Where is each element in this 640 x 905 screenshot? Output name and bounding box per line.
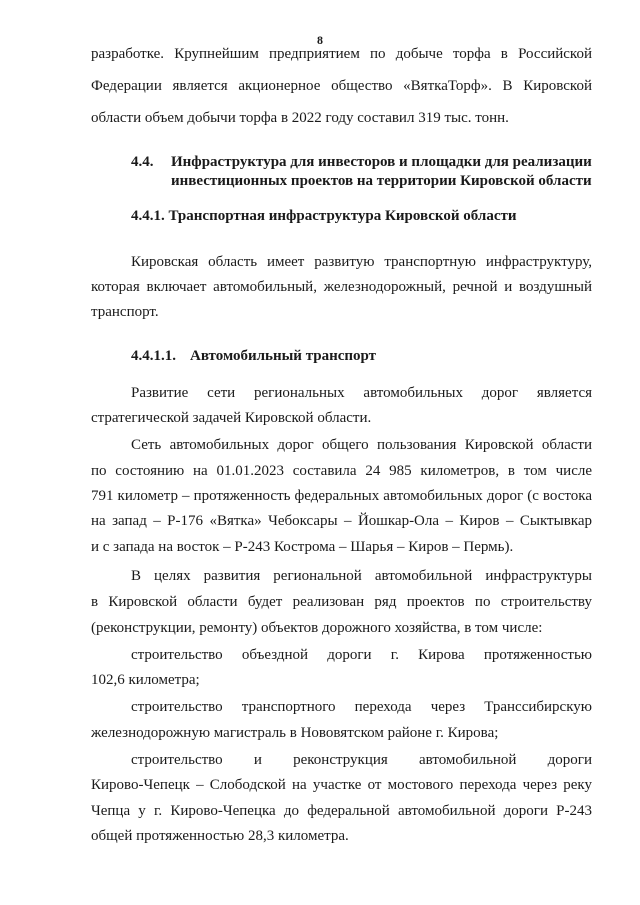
paragraph-line: по состоянию на 01.01.2023 составила 24 985 километров, в том числе	[91, 463, 592, 479]
paragraph-line: Федерации является акционерное общество «ВяткаТорф». В Кировской	[91, 78, 592, 94]
paragraph-line: разработке. Крупнейшим предприятием по добыче торфа в Российской	[91, 46, 592, 62]
paragraph-line: Сеть автомобильных дорог общего пользования Кировской области	[131, 437, 592, 453]
section-heading-4-4-1-1	[131, 346, 601, 366]
paragraph-line: 102,6 километра;	[91, 672, 200, 688]
paragraph-line: строительство транспортного перехода через Транссибирскую	[131, 699, 592, 715]
paragraph-line: строительство объездной дороги г. Кирова протяженностью	[131, 647, 592, 663]
paragraph-line: Развитие сети региональных автомобильных дорог является	[131, 385, 592, 401]
paragraph-line: строительство и реконструкция автомобильной дороги	[131, 752, 592, 768]
paragraph-line: которая включает автомобильный, железнодорожный, речной и воздушный	[91, 279, 592, 295]
paragraph-line: (реконструкции, ремонту) объектов дорожного хозяйства, в том числе:	[91, 620, 543, 636]
paragraph-line: на запад – Р-176 «Вятка» Чебоксары – Йошкар-Ола – Киров – Сыктывкар	[91, 513, 592, 529]
paragraph-line: транспорт.	[91, 304, 159, 320]
paragraph-line: общей протяженностью 28,3 километра.	[91, 828, 349, 844]
paragraph-line: стратегической задачей Кировской области.	[91, 410, 372, 426]
heading-number: 4.4.1.	[131, 208, 165, 224]
paragraph-line: В целях развития региональной автомобильной инфраструктуры	[131, 568, 592, 584]
page-number: 8	[317, 33, 323, 47]
heading-text: Автомобильный транспорт	[190, 348, 377, 364]
paragraph-line: 791 километр – протяженность федеральных автомобильных дорог (с востока	[91, 488, 592, 504]
paragraph-line: и с запада на восток – Р-243 Кострома – Шарья – Киров – Пермь).	[91, 539, 514, 555]
heading-line: инвестиционных проектов на территории Кировской области	[171, 173, 592, 189]
paragraph-line: Кирово-Чепецк – Слободской на участке от мостового перехода через реку	[91, 777, 592, 793]
paragraph-line: железнодорожную магистраль в Нововятском районе г. Кирова;	[91, 725, 499, 741]
section-heading-4-4-1	[131, 206, 601, 226]
heading-number: 4.4.1.1.	[131, 348, 176, 364]
heading-text: Транспортная инфраструктура Кировской области	[168, 208, 517, 224]
paragraph-line: в Кировской области будет реализован ряд проектов по строительству	[91, 594, 592, 610]
paragraph-line: Кировская область имеет развитую транспортную инфраструктуру,	[131, 254, 592, 270]
heading-number: 4.4.	[131, 154, 154, 170]
heading-text: Инфраструктура для инвесторов и площадки для реализации	[171, 154, 592, 170]
heading-line	[131, 152, 601, 172]
paragraph-line: области объем добычи торфа в 2022 году составил 319 тыс. тонн.	[91, 110, 509, 126]
paragraph-line: Чепца у г. Кирово-Чепецка до федеральной автомобильной дороги Р-243	[91, 803, 592, 819]
